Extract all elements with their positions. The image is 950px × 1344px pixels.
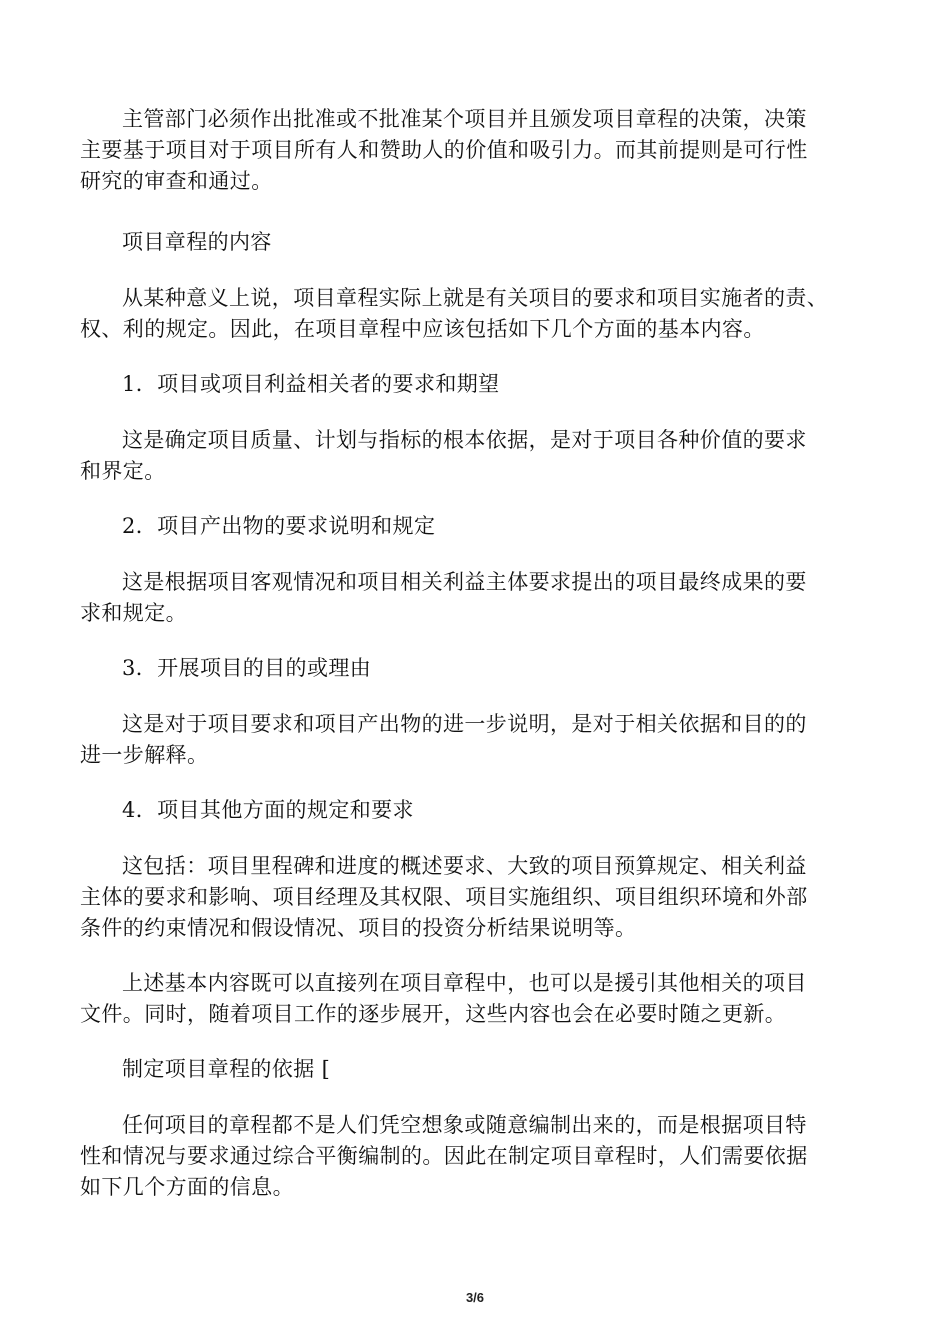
body-paragraph	[80, 104, 880, 197]
paragraph-line: 任何项目的章程都不是人们凭空想象或随意编制出来的，而是根据项目特	[122, 1113, 807, 1137]
body-paragraph	[80, 968, 880, 1030]
paragraph-line: 进一步解释。	[80, 743, 209, 767]
page-number: 3/6	[465, 1290, 485, 1305]
paragraph-line: 如下几个方面的信息。	[80, 1175, 294, 1199]
heading-text: 制定项目章程的依据 [	[122, 1057, 331, 1081]
paragraph-line: 这是确定项目质量、计划与指标的根本依据，是对于项目各种价值的要求	[122, 428, 807, 452]
body-paragraph	[80, 1110, 880, 1203]
list-item-heading	[80, 511, 880, 542]
paragraph-line: 和界定。	[80, 459, 166, 483]
body-paragraph	[80, 425, 880, 487]
heading-text: 项目章程的内容	[122, 230, 272, 254]
body-paragraph	[80, 567, 880, 629]
body-paragraph	[80, 709, 880, 771]
list-item-heading	[80, 369, 880, 400]
paragraph-line: 文件。同时，随着项目工作的逐步展开，这些内容也会在必要时随之更新。	[80, 1002, 787, 1026]
body-paragraph	[80, 283, 880, 345]
paragraph-line: 求和规定。	[80, 601, 187, 625]
paragraph-line: 这是对于项目要求和项目产出物的进一步说明，是对于相关依据和目的的	[122, 712, 807, 736]
paragraph-line: 这包括：项目里程碑和进度的概述要求、大致的项目预算规定、相关利益	[122, 854, 807, 878]
paragraph-line: 研究的审查和通过。	[80, 169, 273, 193]
item-text: 1．项目或项目利益相关者的要求和期望	[122, 372, 500, 396]
paragraph-line: 主要基于项目对于项目所有人和赞助人的价值和吸引力。而其前提则是可行性	[80, 138, 808, 162]
body-paragraph	[80, 851, 880, 944]
section-heading	[80, 227, 880, 258]
paragraph-line: 这是根据项目客观情况和项目相关利益主体要求提出的项目最终成果的要	[122, 570, 807, 594]
item-text: 3．开展项目的目的或理由	[122, 656, 372, 680]
paragraph-line: 主管部门必须作出批准或不批准某个项目并且颁发项目章程的决策，决策	[122, 107, 807, 131]
paragraph-line: 权、利的规定。因此，在项目章程中应该包括如下几个方面的基本内容。	[80, 317, 765, 341]
paragraph-line: 条件的约束情况和假设情况、项目的投资分析结果说明等。	[80, 916, 637, 940]
paragraph-line: 从某种意义上说，项目章程实际上就是有关项目的要求和项目实施者的责、	[122, 286, 829, 310]
list-item-heading	[80, 795, 880, 826]
paragraph-line: 主体的要求和影响、项目经理及其权限、项目实施组织、项目组织环境和外部	[80, 885, 808, 909]
section-heading	[80, 1054, 880, 1085]
item-text: 2．项目产出物的要求说明和规定	[122, 514, 436, 538]
paragraph-line: 上述基本内容既可以直接列在项目章程中，也可以是援引其他相关的项目	[122, 971, 807, 995]
list-item-heading	[80, 653, 880, 684]
paragraph-line: 性和情况与要求通过综合平衡编制的。因此在制定项目章程时，人们需要依据	[80, 1144, 808, 1168]
item-text: 4．项目其他方面的规定和要求	[122, 798, 414, 822]
